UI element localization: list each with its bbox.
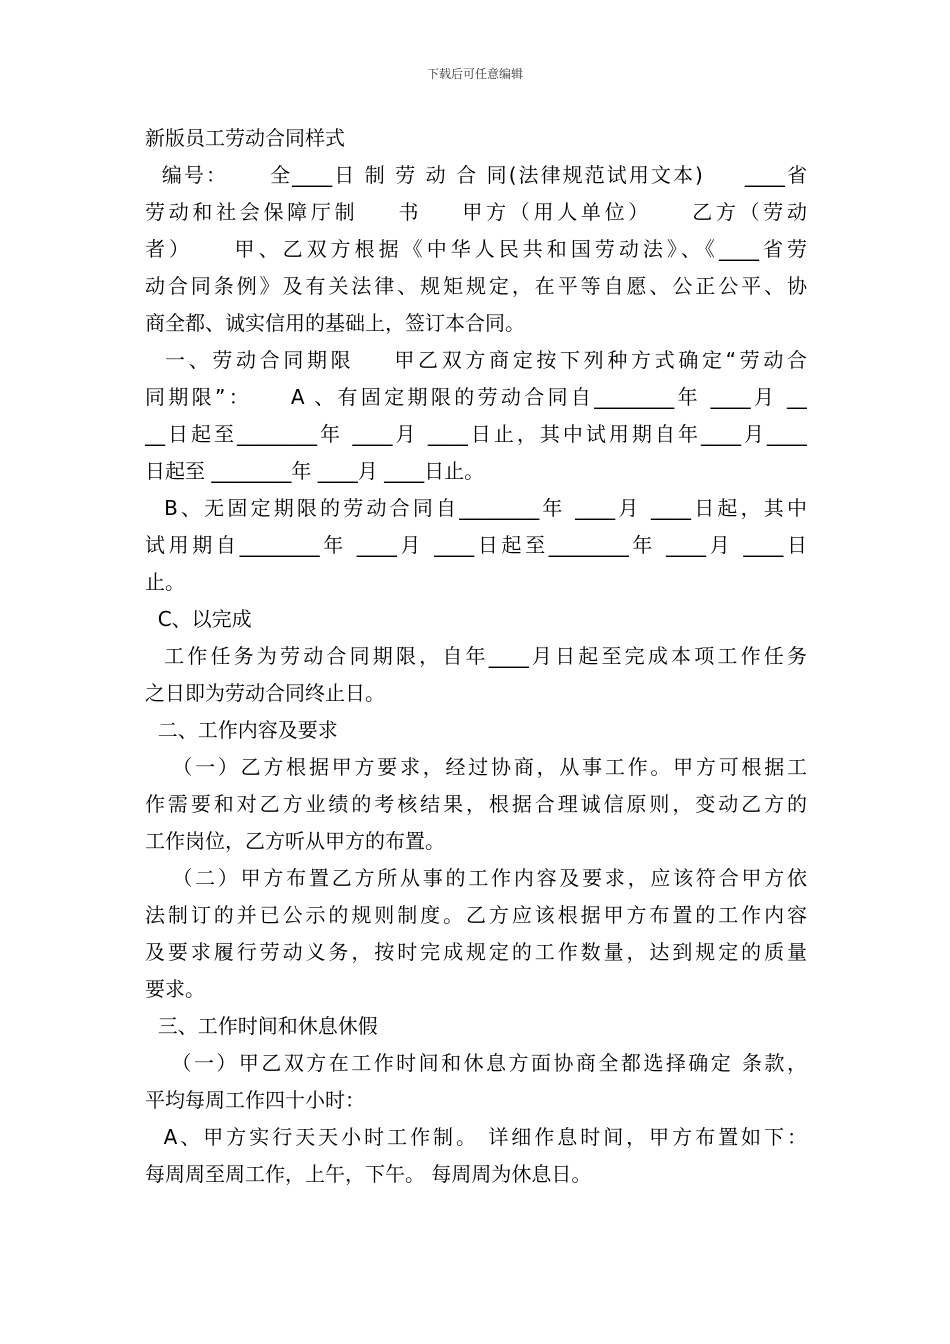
document-line: （一）乙方根据甲方要求，经过协商，从事工作。甲方可根据工 [145, 755, 807, 779]
document-line: __日起至________年 ____月 ____日止，其中试用期自年____月____ [145, 422, 807, 446]
document-line: 三、工作时间和休息休假 [145, 1014, 378, 1038]
document-line: B、无固定期限的劳动合同自________年 ____月 ____日起，其中 [145, 496, 807, 520]
document-line: 动合同条例》及有关法律、规矩规定，在平等自愿、公正公平、协 [145, 274, 807, 298]
document-line: 试用期自________年 ____月 ____日起至________年 ____月 ____日 [145, 533, 807, 557]
document-line: 同期限”： A 、有固定期限的劳动合同自________年 ____月 __ [145, 385, 807, 409]
document-line: 止。 [145, 570, 185, 594]
document-line: 工作岗位，乙方听从甲方的布置。 [145, 829, 445, 853]
page-header-note: 下载后可任意编辑 [426, 67, 523, 81]
document-line: 二、工作内容及要求 [145, 718, 338, 742]
document-line: （二）甲方布置乙方所从事的工作内容及要求，应该符合甲方依 [145, 866, 807, 890]
document-line: 劳动和社会保障厅制 书 甲方（用人单位） 乙方（劳动 [145, 200, 807, 224]
document-line: 要求。 [145, 977, 205, 1001]
document-line: 日起至 ________年 ____月 ____日止。 [145, 459, 485, 483]
document-line: 平均每周工作四十小时： [145, 1088, 365, 1112]
document-line: 作需要和对乙方业绩的考核结果，根据合理诚信原则，变动乙方的 [145, 792, 807, 816]
document-line: A、甲方实行天天小时工作制。 详细作息时间，甲方布置如下： [145, 1125, 807, 1149]
document-line: 一、劳动合同期限 甲乙双方商定按下列种方式确定“劳动合 [145, 348, 807, 372]
document-line: 新版员工劳动合同样式 [145, 126, 345, 150]
document-line: 每周周至周工作，上午，下午。 每周周为休息日。 [145, 1162, 592, 1186]
document-line: 法制订的并已公示的规则制度。乙方应该根据甲方布置的工作内容 [145, 903, 807, 927]
document-line: 工作任务为劳动合同期限，自年____月日起至完成本项工作任务 [145, 644, 807, 668]
document-line: （一）甲乙双方在工作时间和休息方面协商全都选择确定 条款， [145, 1051, 807, 1075]
document-line: C、以完成 [145, 607, 252, 631]
document-line: 之日即为劳动合同终止日。 [145, 681, 385, 705]
document-line: 及要求履行劳动义务，按时完成规定的工作数量，达到规定的质量 [145, 940, 807, 964]
document-body [145, 120, 807, 1193]
document-line: 者） 甲、乙双方根据《中华人民共和国劳动法》、《____省劳 [145, 237, 807, 261]
document-line: 商全都、诚实信用的基础上，签订本合同。 [145, 311, 525, 335]
document-line: 编号： 全____日 制 劳 动 合 同(法律规范试用文本) ____省 [145, 163, 807, 187]
